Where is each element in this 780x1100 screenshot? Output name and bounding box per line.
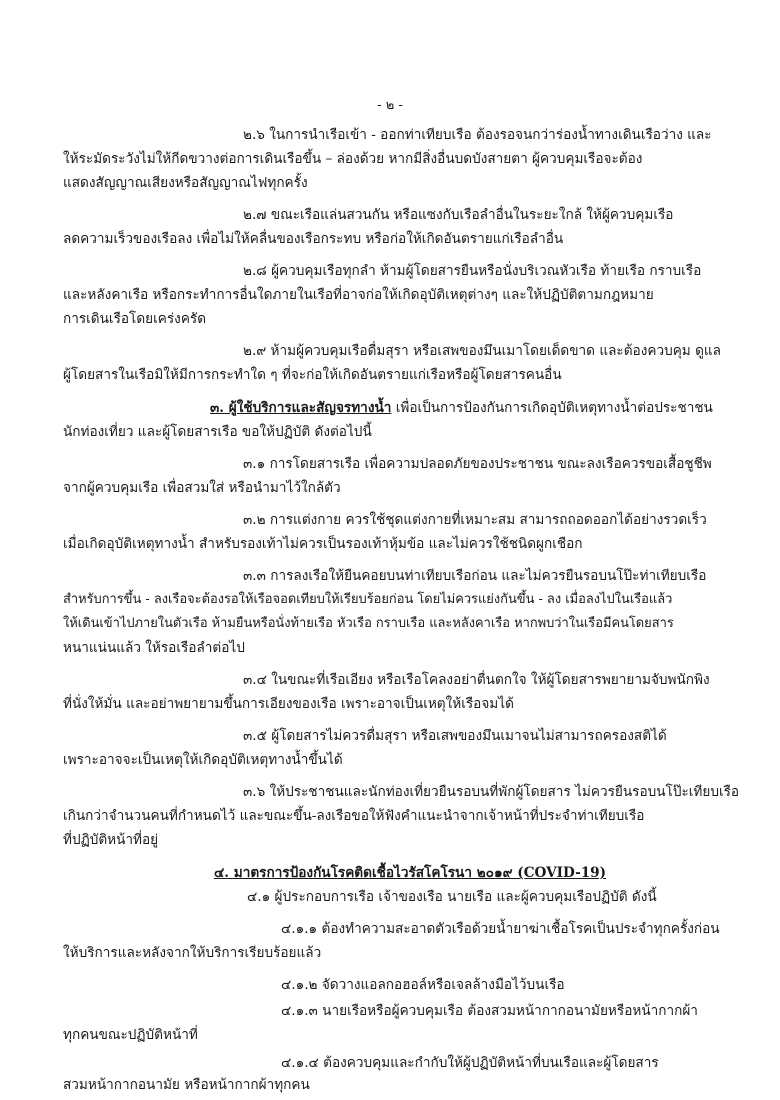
para-3-4-line-1: ๓.๔ ในขณะที่เรือเอียง หรือเรือโคลงอย่าตื่นตกใจ ให้ผู้โดยสารพยายามจับพนักพิง xyxy=(243,672,710,688)
para-2-7-line-2: ลดความเร็วของเรือลง เพื่อไม่ให้คลื่นของเรือกระทบ หรือก่อให้เกิดอันตรายแก่เรือลำอื่น xyxy=(63,231,564,247)
para-3-2-line-1: ๓.๒ การแต่งกาย ควรใช้ชุดแต่งกายที่เหมาะสม สามารถถอดออกได้อย่างรวดเร็ว xyxy=(243,512,707,528)
para-4-1-3-line-1: ๔.๑.๓ นายเรือหรือผู้ควบคุมเรือ ต้องสวมหน้ากากอนามัยหรือหน้ากากผ้า xyxy=(281,1003,698,1019)
para-3-3-line-1: ๓.๓ การลงเรือให้ยืนคอยบนท่าเทียบเรือก่อน และไม่ควรยืนรอบนโป๊ะท่าเทียบเรือ xyxy=(243,568,707,584)
para-2-8-line-3: การเดินเรือโดยเคร่งครัด xyxy=(63,311,207,327)
section-3-heading: ๓. ผู้ใช้บริการและสัญจรทางน้ำ xyxy=(210,400,392,416)
para-3-4-line-2: ที่นั่งให้มั่น และอย่าพยายามขึ้นการเอียงของเรือ เพราะอาจเป็นเหตุให้เรือจมได้ xyxy=(63,696,514,712)
para-2-9-line-1: ๒.๙ ห้ามผู้ควบคุมเรือดื่มสุรา หรือเสพของมึนเมาโดยเด็ดขาด และต้องควบคุม ดูแล xyxy=(243,343,722,359)
para-2-9-line-2: ผู้โดยสารในเรือมิให้มีการกระทำใด ๆ ที่จะก่อให้เกิดอันตรายแก่เรือหรือผู้โดยสารคนอื่น xyxy=(63,367,562,383)
para-4-1-4-line-2: สวมหน้ากากอนามัย หรือหน้ากากผ้าทุกคน xyxy=(63,1077,310,1093)
section-3-heading-rest: เพื่อเป็นการป้องกันการเกิดอุบัติเหตุทางน้ำต่อประชาชน xyxy=(391,400,713,416)
para-3-6-line-1: ๓.๖ ให้ประชาชนและนักท่องเที่ยวยืนรอบนที่พักผู้โดยสาร ไม่ควรยืนรอบนโป๊ะเทียบเรือ xyxy=(243,784,740,800)
para-3-3-line-4: หนาแน่นแล้ว ให้รอเรือลำต่อไป xyxy=(63,640,245,656)
para-2-8-line-2: และหลังคาเรือ หรือกระทำการอื่นใดภายในเรือที่อาจก่อให้เกิดอุบัติเหตุต่างๆ และให้ปฏิบัติตามกฎหมาย xyxy=(63,287,654,303)
para-4-1-1-line-1: ๔.๑.๑ ต้องทำความสะอาดตัวเรือด้วยน้ำยาฆ่าเชื้อโรคเป็นประจำทุกครั้งก่อน xyxy=(281,921,720,937)
para-2-7-line-1: ๒.๗ ขณะเรือแล่นสวนกัน หรือแซงกับเรือลำอื่นในระยะใกล้ ให้ผู้ควบคุมเรือ xyxy=(243,207,674,223)
para-2-6-line-2: ให้ระมัดระวังไม่ให้กีดขวางต่อการเดินเรือขึ้น – ล่องด้วย หากมีสิ่งอื่นบดบังสายตา ผู้ควบคุมเรือจะต้อง xyxy=(63,151,643,167)
para-4-1-3-line-2: ทุกคนขณะปฏิบัติหน้าที่ xyxy=(63,1027,198,1043)
para-4-1-1-line-2: ให้บริการและหลังจากให้บริการเรียบร้อยแล้ว xyxy=(63,945,322,961)
section-3-intro: นักท่องเที่ยว และผู้โดยสารเรือ ขอให้ปฏิบัติ ดังต่อไปนี้ xyxy=(63,424,372,440)
para-2-6-line-1: ๒.๖ ในการนำเรือเข้า - ออกท่าเทียบเรือ ต้องรอจนกว่าร่องน้ำทางเดินเรือว่าง และ xyxy=(243,127,712,143)
para-4-1-4-line-1: ๔.๑.๔ ต้องควบคุมและกำกับให้ผู้ปฏิบัติหน้าที่บนเรือและผู้โดยสาร xyxy=(281,1055,659,1071)
para-3-5-line-2: เพราะอาจจะเป็นเหตุให้เกิดอุบัติเหตุทางน้ำขึ้นได้ xyxy=(63,752,343,768)
para-3-6-line-2: เกินกว่าจำนวนคนที่กำหนดไว้ และขณะขึ้น-ลงเรือขอให้ฟังคำแนะนำจากเจ้าหน้าที่ประจำท่าเทียบเรือ xyxy=(63,808,645,824)
para-3-3-line-3: ให้เดินเข้าไปภายในตัวเรือ ห้ามยืนหรือนั่งท้ายเรือ หัวเรือ กราบเรือ และหลังคาเรือ หากพบว่าในเรือมีคนโดยสาร xyxy=(63,616,674,631)
para-3-5-line-1: ๓.๕ ผู้โดยสารไม่ควรดื่มสุรา หรือเสพของมึนเมาจนไม่สามารถครองสติได้ xyxy=(243,728,667,744)
para-3-2-line-2: เมื่อเกิดอุบัติเหตุทางน้ำ สำหรับรองเท้าไม่ควรเป็นรองเท้าหุ้มข้อ และไม่ควรใช้ชนิดผูกเชือก xyxy=(63,536,583,552)
para-2-8-line-1: ๒.๘ ผู้ควบคุมเรือทุกลำ ห้ามผู้โดยสารยืนหรือนั่งบริเวณหัวเรือ ท้ายเรือ กราบเรือ xyxy=(243,263,702,279)
para-3-6-line-3: ที่ปฏิบัติหน้าที่อยู่ xyxy=(63,832,159,848)
section-4-heading: ๔. มาตรการป้องกันโรคติดเชื้อไวรัสโคโรนา ๒๐๑๙ (COVID-19) xyxy=(214,865,607,881)
section-3-heading-line xyxy=(0,397,780,419)
para-3-1-line-1: ๓.๑ การโดยสารเรือ เพื่อความปลอดภัยของประชาชน ขณะลงเรือควรขอเสื้อชูชีพ xyxy=(243,456,712,472)
para-3-1-line-2: จากผู้ควบคุมเรือ เพื่อสวมใส่ หรือนำมาไว้ใกล้ตัว xyxy=(63,480,341,496)
para-4-1: ๔.๑ ผู้ประกอบการเรือ เจ้าของเรือ นายเรือ และผู้ควบคุมเรือปฏิบัติ ดังนี้ xyxy=(247,889,657,905)
page-number: - ๒ - xyxy=(377,98,403,113)
para-2-6-line-3: แสดงสัญญาณเสียงหรือสัญญาณไฟทุกครั้ง xyxy=(63,175,308,191)
para-4-1-2: ๔.๑.๒ จัดวางแอลกอฮอล์หรือเจลล้างมือไว้บนเรือ xyxy=(281,977,565,993)
para-3-3-line-2: สำหรับการขึ้น - ลงเรือจะต้องรอให้เรือจอดเทียบให้เรียบร้อยก่อน โดยไม่ควรแย่งกันขึ้น - ลง เมื่อลงไปในเรือแล้ว xyxy=(63,592,673,607)
section-4-heading-line xyxy=(0,862,780,884)
